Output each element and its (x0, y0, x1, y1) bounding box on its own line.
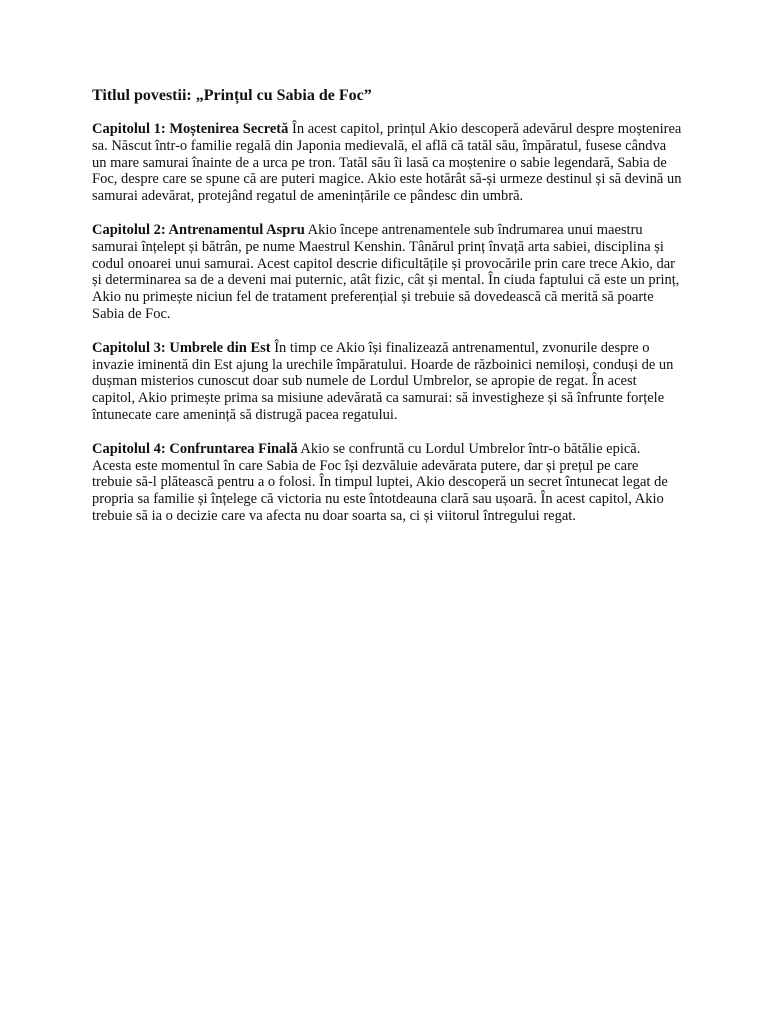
chapter-4-heading: Capitolul 4: Confruntarea Finală (92, 440, 298, 457)
chapter-2-paragraph (92, 222, 682, 323)
chapter-4-paragraph (92, 441, 682, 525)
chapter-1-heading: Capitolul 1: Moștenirea Secretă (92, 121, 289, 137)
chapter-4-text: Akio se confruntă cu Lordul Umbrelor într-o bătălie epică. Acesta este momentul în care Sabia de Foc își dezvăluie adevărata putere, dar și prețul pe care trebuie să-l plătească pentru a o folosi. În timpul luptei, Akio descoperă un secret întunecat legat de propria sa familie și înțelege că victoria nu este întotdeauna clară sau ușoară. În acest capitol, Akio trebuie să ia o decizie care va afecta nu doar soarta sa, ci și viitorul întregului regat. (92, 440, 668, 524)
chapter-1-text: În acest capitol, prințul Akio descoperă adevărul despre moștenirea sa. Născut într-o familie regală din Japonia medievală, el află că tatăl său, împăratul, fusese cândva un mare samurai înainte de a urca pe tron. Tatăl său îi lasă ca moștenire o sabie legendară, Sabia de Foc, despre care se spune că are puteri magice. Akio este hotărât să-și urmeze destinul și să devină un samurai adevărat, protejând regatul de amenințările ce pândesc din umbră. (92, 121, 682, 205)
chapter-3-text: În timp ce Akio își finalizează antrenamentul, zvonurile despre o invazie iminentă din Est ajung la urechile împăratului. Hoarde de războinici nemiloși, conduși de un dușman misterios cunoscut doar sub numele de Lordul Umbrelor, se apropie de regat. În acest capitol, Akio primește prima sa misiune adevărată ca samurai: să investigheze și să înfrunte forțele întunecate care amenință să distrugă pacea regatului. (92, 339, 674, 423)
document-page (92, 86, 682, 542)
chapter-2-heading: Capitolul 2: Antrenamentul Aspru (92, 221, 305, 238)
document-title: Titlul povestii: „Prințul cu Sabia de Foc” (92, 87, 372, 104)
chapter-3-paragraph (92, 340, 682, 424)
chapter-1-paragraph (92, 121, 682, 205)
chapter-2-text: Akio începe antrenamentele sub îndrumarea unui maestru samurai înțelept și bătrân, pe nume Maestrul Kenshin. Tânărul prinț învață arta sabiei, disciplina și codul onoarei unui samurai. Acest capitol descrie dificultățile și provocările prin care trece Akio, dar și determinarea sa de a deveni mai puternic, atât fizic, cât și mental. În ciuda faptului că este un prinț, Akio nu primește niciun fel de tratament preferențial și trebuie să dovedească că merită să poarte Sabia de Foc. (92, 221, 680, 322)
chapter-3-heading: Capitolul 3: Umbrele din Est (92, 339, 271, 356)
